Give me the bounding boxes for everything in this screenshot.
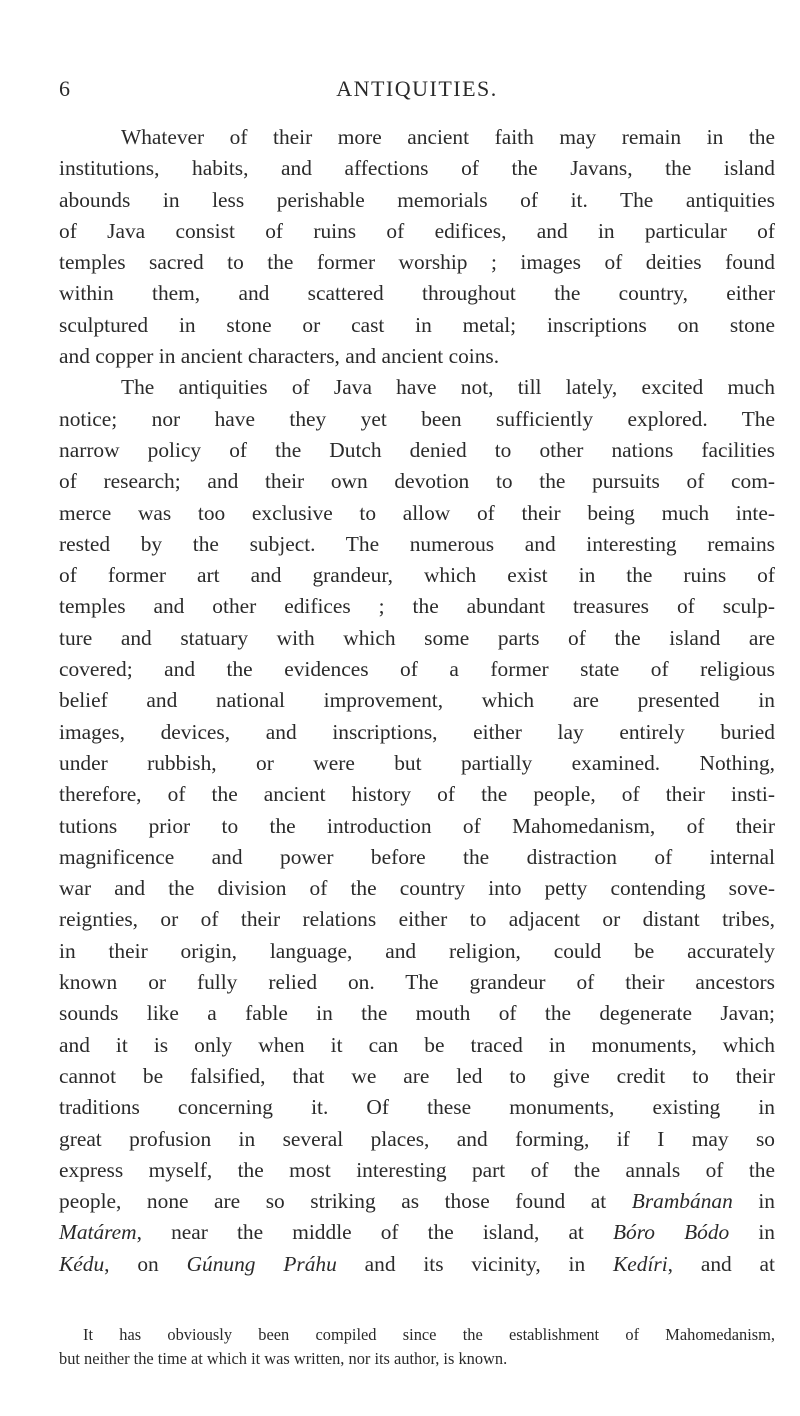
body-text [59,122,775,1280]
footnote-line: but neither the time at which it was written, nor its author, is known. [59,1349,508,1368]
body-line: of Java consist of ruins of edifices, and in particular of [59,218,775,243]
body-line: cannot be falsified, that we are led to give credit to their [59,1063,775,1088]
body-line: within them, and scattered throughout the country, either [59,281,775,306]
body-line: covered; and the evidences of a former state of religious [59,657,775,682]
body-line: ture and statuary with which some parts of the island are [59,625,775,650]
body-line: notice; nor have they yet been sufficiently explored. The [59,406,775,431]
body-line: temples sacred to the former worship ; images of deities found [59,250,775,275]
page-number: 6 [59,76,72,101]
body-line: and copper in ancient characters, and ancient coins. [59,344,500,369]
body-line: tutions prior to the introduction of Mahomedanism, of their [59,813,775,838]
body-line: narrow policy of the Dutch denied to other nations facilities [59,437,775,462]
body-line: merce was too exclusive to allow of their being much inte- [59,500,775,525]
body-line: sounds like a fable in the mouth of the degenerate Javan; [59,1001,775,1026]
body-line: of former art and grandeur, which exist in the ruins of [59,563,775,588]
body-line: under rubbish, or were but partially examined. Nothing, [59,750,775,775]
body-line: Matárem, near the middle of the island, at Bóro Bódo in [59,1220,775,1245]
body-line: known or fully relied on. The grandeur of their ancestors [59,970,775,995]
body-line: sculptured in stone or cast in metal; inscriptions on stone [59,312,775,337]
body-line: The antiquities of Java have not, till lately, excited much [121,375,775,400]
body-line: abounds in less perishable memorials of it. The antiquities [59,187,775,212]
body-line: belief and national improvement, which are presented in [59,688,775,713]
body-line: in their origin, language, and religion, could be accurately [59,938,775,963]
body-line: rested by the subject. The numerous and interesting remains [59,531,775,556]
body-line: institutions, habits, and affections of the Javans, the island [59,156,775,181]
body-line: therefore, of the ancient history of the people, of their insti- [59,782,775,807]
body-line: war and the division of the country into petty contending sove- [59,876,775,901]
body-line: reignties, or of their relations either to adjacent or distant tribes, [59,907,775,932]
footnote [59,1323,775,1371]
body-line: traditions concerning it. Of these monuments, existing in [59,1095,775,1120]
body-line: express myself, the most interesting part of the annals of the [59,1157,775,1182]
body-line: of research; and their own devotion to the pursuits of com- [59,469,775,494]
body-line: images, devices, and inscriptions, either lay entirely buried [59,719,775,744]
footnote-line: It has obviously been compiled since the establishment of Mahomedanism, [83,1325,775,1344]
body-line: magnificence and power before the distraction of internal [59,844,775,869]
page-header [59,76,775,110]
body-line: great profusion in several places, and forming, if I may so [59,1126,775,1151]
body-line: temples and other edifices ; the abundant treasures of sculp- [59,594,775,619]
body-line: Kédu, on Gúnung Práhu and its vicinity, in Kedíri, and at [59,1251,775,1276]
body-line: and it is only when it can be traced in monuments, which [59,1032,775,1057]
running-title: ANTIQUITIES. [336,76,498,101]
body-line: people, none are so striking as those found at Brambánan in [59,1189,775,1214]
body-line: Whatever of their more ancient faith may remain in the [121,125,775,149]
